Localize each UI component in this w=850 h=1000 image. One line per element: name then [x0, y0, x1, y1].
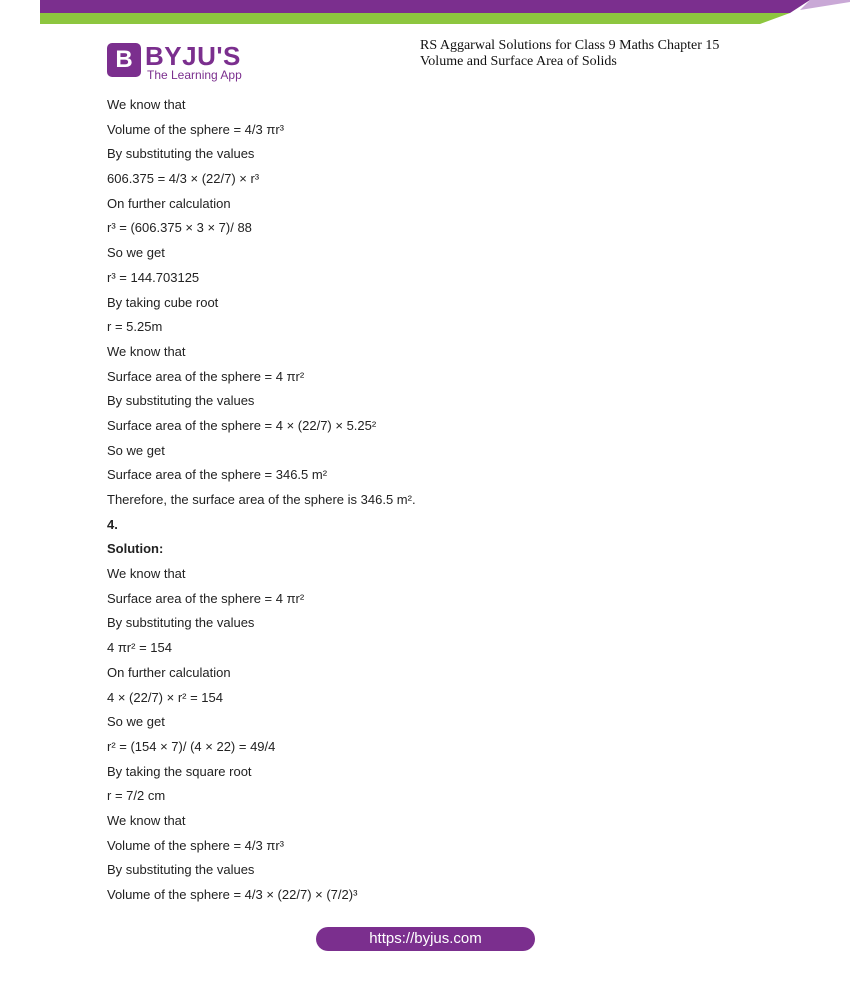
document-title-line-1: RS Aggarwal Solutions for Class 9 Maths Chapter 15 [420, 38, 720, 53]
text-line: By taking the square root [107, 763, 252, 779]
text-line: We know that [107, 97, 186, 112]
text-line: So we get [107, 442, 165, 458]
text-line: We know that [107, 566, 186, 582]
byjus-logo [107, 43, 247, 85]
logo-b-icon: B [107, 43, 141, 77]
text-line: Solution: [107, 541, 164, 557]
text-line: 4 × (22/7) × r² = 154 [107, 689, 223, 705]
text-line: On further calculation [107, 664, 231, 680]
text-line: Surface area of the sphere = 4 πr² [107, 590, 305, 606]
text-line: By taking cube root [107, 294, 219, 310]
document-title-line-2: Volume and Surface Area of Solids [420, 54, 617, 69]
text-line: r = 7/2 cm [107, 788, 166, 804]
text-line: We know that [107, 343, 186, 359]
text-line: Volume of the sphere = 4/3 πr³ [107, 121, 284, 137]
header-banner [0, 0, 850, 30]
text-line: r³ = (606.375 × 3 × 7)/ 88 [107, 220, 252, 236]
text-line: By substituting the values [107, 862, 255, 878]
text-line: On further calculation [107, 195, 231, 211]
document-title [420, 38, 740, 70]
solution-content [107, 95, 767, 910]
text-line: So we get [107, 245, 165, 261]
text-line: 4 πr² = 154 [107, 640, 172, 656]
text-line: 606.375 = 4/3 × (22/7) × r³ [107, 171, 260, 187]
footer-url-link[interactable]: https://byjus.com [316, 927, 535, 951]
text-line: By substituting the values [107, 615, 255, 631]
text-line: By substituting the values [107, 146, 255, 162]
text-line: Therefore, the surface area of the sphere is 346.5 m². [107, 492, 416, 507]
text-line: Surface area of the sphere = 4 πr² [107, 368, 305, 384]
text-line: 4. [107, 516, 118, 532]
text-line: Volume of the sphere = 4/3 πr³ [107, 837, 284, 853]
text-line: Surface area of the sphere = 346.5 m² [107, 467, 328, 483]
logo-name: BYJU'S [145, 41, 241, 71]
text-line: So we get [107, 714, 165, 730]
text-line: Surface area of the sphere = 4 × (22/7) × 5.25² [107, 417, 377, 433]
text-line: By substituting the values [107, 393, 255, 409]
text-line: r³ = 144.703125 [107, 269, 200, 285]
text-line: We know that [107, 812, 186, 828]
text-line: Volume of the sphere = 4/3 × (22/7) × (7/2)³ [107, 887, 358, 902]
text-line: r = 5.25m [107, 319, 163, 335]
logo-tagline: The Learning App [147, 68, 242, 82]
text-line: r² = (154 × 7)/ (4 × 22) = 49/4 [107, 738, 276, 754]
